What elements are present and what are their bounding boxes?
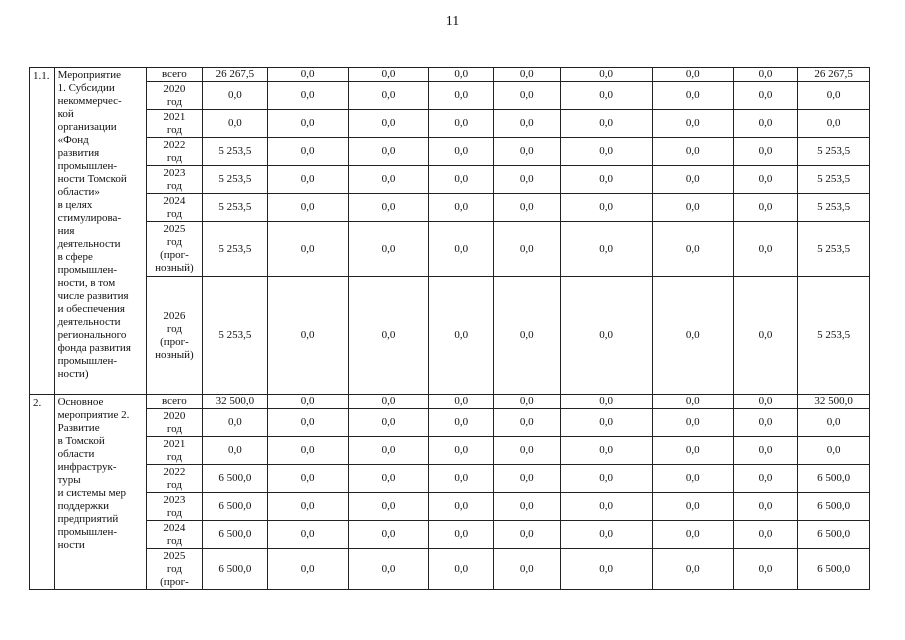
item-name-line: туры: [57, 474, 81, 486]
value-cell: 5 253,5: [203, 222, 268, 277]
item-name: [54, 395, 146, 590]
value-cell: 0,0: [733, 493, 798, 521]
table-row: [30, 395, 870, 409]
table-row: [30, 222, 870, 277]
value-cell: 0,0: [494, 549, 561, 590]
item-name-line: и системы мер: [57, 487, 127, 499]
period-line: всего: [162, 395, 187, 407]
table-row: [30, 277, 870, 395]
value-cell: 0,0: [429, 521, 494, 549]
value-cell: 0,0: [348, 549, 429, 590]
value-cell: 0,0: [267, 222, 348, 277]
value-cell: 0,0: [733, 549, 798, 590]
value-cell: 0,0: [429, 138, 494, 166]
item-name-line: деятельности: [57, 316, 121, 328]
table-row: [30, 409, 870, 437]
item-name-line: регионального: [57, 329, 127, 341]
value-cell: 0,0: [267, 166, 348, 194]
value-cell-total: 0,0: [798, 110, 870, 138]
table-row: [30, 82, 870, 110]
item-name-line: ности: [57, 539, 85, 551]
page-number: 11: [445, 14, 460, 29]
value-cell: 0,0: [267, 138, 348, 166]
value-cell: 0,0: [560, 437, 652, 465]
period-line: (прог-: [160, 575, 189, 588]
item-name-line: 1. Субсидии: [57, 82, 115, 94]
period-line: 2021: [163, 110, 186, 123]
value-cell: 0,0: [429, 222, 494, 277]
period-line: год: [166, 562, 182, 575]
value-cell: 0,0: [560, 395, 652, 409]
value-cell: 0,0: [267, 549, 348, 590]
period-line: 2024: [163, 521, 186, 534]
value-cell: 0,0: [348, 437, 429, 465]
value-cell: 0,0: [267, 493, 348, 521]
value-cell: 0,0: [652, 549, 733, 590]
table-row: [30, 549, 870, 590]
value-cell: 26 267,5: [203, 68, 268, 82]
value-cell: 0,0: [733, 222, 798, 277]
value-cell-total: 5 253,5: [798, 166, 870, 194]
item-name-line: промышлен-: [57, 526, 117, 538]
value-cell: 0,0: [348, 194, 429, 222]
period-cell: [146, 465, 202, 493]
period-cell: [146, 194, 202, 222]
period-line: год: [166, 179, 182, 192]
value-cell: 0,0: [494, 222, 561, 277]
value-cell: 0,0: [348, 493, 429, 521]
value-cell: 0,0: [494, 395, 561, 409]
value-cell: 0,0: [560, 409, 652, 437]
period-line: 2022: [163, 138, 186, 151]
table-row: [30, 465, 870, 493]
value-cell: 0,0: [560, 110, 652, 138]
period-line: 2025: [163, 549, 186, 562]
value-cell: 0,0: [267, 110, 348, 138]
value-cell: 0,0: [348, 395, 429, 409]
item-name-line: развития: [57, 147, 100, 159]
period-line: (прог-: [160, 249, 189, 261]
value-cell: 0,0: [733, 395, 798, 409]
value-cell: 0,0: [733, 82, 798, 110]
value-cell: 0,0: [429, 409, 494, 437]
period-line: год: [166, 151, 182, 164]
item-name-line: «Фонд: [57, 134, 89, 146]
period-cell: [146, 549, 202, 590]
value-cell: 0,0: [494, 68, 561, 82]
funding-table: [29, 67, 870, 590]
value-cell: 0,0: [348, 138, 429, 166]
value-cell: 0,0: [733, 194, 798, 222]
period-cell: [146, 521, 202, 549]
value-cell: 0,0: [733, 138, 798, 166]
value-cell: 0,0: [267, 68, 348, 82]
item-name-line: Развитие: [57, 422, 100, 434]
item-name-line: ния: [57, 225, 75, 237]
value-cell: 0,0: [348, 222, 429, 277]
value-cell: 0,0: [560, 277, 652, 395]
item-name-line: в Томской: [57, 435, 105, 447]
item-name-line: поддержки: [57, 500, 110, 512]
period-line: год: [166, 422, 182, 435]
value-cell: 0,0: [203, 409, 268, 437]
value-cell: 0,0: [652, 222, 733, 277]
value-cell: 0,0: [267, 277, 348, 395]
value-cell: 0,0: [203, 110, 268, 138]
value-cell: 0,0: [203, 437, 268, 465]
table-row: [30, 68, 870, 82]
item-name: [54, 68, 146, 395]
item-name-line: Мероприятие: [57, 69, 122, 81]
value-cell: 0,0: [560, 82, 652, 110]
item-number: 1.1.: [30, 68, 55, 395]
value-cell: 0,0: [733, 68, 798, 82]
value-cell: 0,0: [348, 82, 429, 110]
table-row: [30, 437, 870, 465]
value-cell: 0,0: [348, 68, 429, 82]
period-line: 2024: [163, 194, 186, 207]
value-cell: 0,0: [494, 277, 561, 395]
value-cell: 0,0: [494, 521, 561, 549]
item-name-line: фонда развития: [57, 342, 131, 354]
period-line: нозный): [155, 348, 194, 361]
item-name-line: инфраструк-: [57, 461, 117, 473]
value-cell-total: 0,0: [798, 437, 870, 465]
value-cell: 0,0: [429, 493, 494, 521]
item-name-line: ности): [57, 368, 89, 380]
period-line: год: [166, 450, 182, 463]
period-cell: [146, 437, 202, 465]
value-cell: 0,0: [494, 138, 561, 166]
value-cell: 0,0: [560, 493, 652, 521]
item-name-line: кой: [57, 108, 74, 120]
value-cell: 0,0: [652, 194, 733, 222]
value-cell: 0,0: [494, 110, 561, 138]
value-cell: 0,0: [494, 465, 561, 493]
value-cell: 0,0: [267, 409, 348, 437]
value-cell: 6 500,0: [203, 521, 268, 549]
value-cell: 0,0: [429, 437, 494, 465]
value-cell: 0,0: [733, 166, 798, 194]
value-cell: 0,0: [652, 465, 733, 493]
value-cell: 0,0: [652, 82, 733, 110]
value-cell: 0,0: [733, 521, 798, 549]
value-cell: 0,0: [494, 437, 561, 465]
period-line: 2020: [163, 409, 186, 422]
item-name-line: области»: [57, 186, 100, 198]
period-line: год: [166, 534, 182, 547]
value-cell: 0,0: [733, 437, 798, 465]
value-cell: 0,0: [494, 82, 561, 110]
period-cell: [146, 395, 202, 409]
value-cell: 0,0: [348, 110, 429, 138]
period-cell: [146, 277, 202, 395]
value-cell: 0,0: [652, 437, 733, 465]
value-cell: 0,0: [203, 82, 268, 110]
table-row: [30, 521, 870, 549]
value-cell: 5 253,5: [203, 194, 268, 222]
value-cell-total: 5 253,5: [798, 222, 870, 277]
period-cell: [146, 493, 202, 521]
value-cell: 6 500,0: [203, 493, 268, 521]
table-row: [30, 110, 870, 138]
item-name-line: в сфере: [57, 251, 93, 263]
period-line: 2021: [163, 437, 186, 450]
period-line: всего: [162, 68, 187, 80]
value-cell-total: 5 253,5: [798, 194, 870, 222]
value-cell: 0,0: [429, 68, 494, 82]
item-name-line: ности, в том: [57, 277, 116, 289]
value-cell: 0,0: [494, 493, 561, 521]
value-cell: 0,0: [429, 395, 494, 409]
value-cell: 0,0: [494, 194, 561, 222]
period-line: 2020: [163, 82, 186, 95]
value-cell: 0,0: [560, 549, 652, 590]
value-cell: 0,0: [652, 395, 733, 409]
value-cell: 0,0: [348, 409, 429, 437]
period-cell: [146, 138, 202, 166]
period-cell: [146, 166, 202, 194]
value-cell: 0,0: [560, 465, 652, 493]
period-line: 2023: [163, 493, 186, 506]
table-row: [30, 166, 870, 194]
value-cell: 0,0: [652, 493, 733, 521]
value-cell-total: 26 267,5: [798, 68, 870, 82]
value-cell-total: 6 500,0: [798, 549, 870, 590]
period-line: год: [166, 207, 182, 220]
value-cell: 0,0: [652, 138, 733, 166]
item-name-line: деятельности: [57, 238, 121, 250]
value-cell: 0,0: [733, 409, 798, 437]
value-cell: 0,0: [652, 409, 733, 437]
item-name-line: организации: [57, 121, 117, 133]
table-body: [30, 68, 870, 590]
value-cell: 6 500,0: [203, 465, 268, 493]
period-line: (прог-: [160, 335, 189, 348]
period-line: 2025: [163, 223, 186, 235]
value-cell-total: 0,0: [798, 409, 870, 437]
value-cell: 0,0: [348, 277, 429, 395]
value-cell-total: 6 500,0: [798, 465, 870, 493]
value-cell: 0,0: [652, 166, 733, 194]
item-name-line: промышлен-: [57, 355, 117, 367]
value-cell: 0,0: [429, 549, 494, 590]
item-name-line: промышлен-: [57, 160, 117, 172]
value-cell: 0,0: [429, 110, 494, 138]
value-cell: 32 500,0: [203, 395, 268, 409]
value-cell: 0,0: [267, 521, 348, 549]
table-row: [30, 194, 870, 222]
value-cell: 0,0: [652, 277, 733, 395]
period-line: год: [166, 236, 182, 248]
period-line: год: [166, 478, 182, 491]
value-cell-total: 32 500,0: [798, 395, 870, 409]
value-cell: 0,0: [348, 166, 429, 194]
value-cell: 0,0: [560, 68, 652, 82]
value-cell: 0,0: [267, 437, 348, 465]
value-cell: 5 253,5: [203, 277, 268, 395]
period-line: нозный): [155, 262, 194, 274]
value-cell-total: 0,0: [798, 82, 870, 110]
value-cell: 0,0: [733, 110, 798, 138]
value-cell-total: 5 253,5: [798, 277, 870, 395]
value-cell: 0,0: [560, 521, 652, 549]
value-cell: 5 253,5: [203, 166, 268, 194]
period-cell: [146, 409, 202, 437]
item-name-line: Основное: [57, 396, 104, 408]
period-cell: [146, 222, 202, 277]
value-cell: 0,0: [429, 166, 494, 194]
item-number: 2.: [30, 395, 55, 590]
value-cell-total: 6 500,0: [798, 493, 870, 521]
period-line: 2022: [163, 465, 186, 478]
value-cell: 0,0: [348, 521, 429, 549]
table-row: [30, 493, 870, 521]
value-cell: 0,0: [429, 277, 494, 395]
value-cell: 0,0: [652, 110, 733, 138]
value-cell: 0,0: [733, 465, 798, 493]
value-cell-total: 5 253,5: [798, 138, 870, 166]
value-cell: 0,0: [267, 465, 348, 493]
item-name-line: числе развития: [57, 290, 129, 302]
value-cell: 0,0: [494, 166, 561, 194]
period-cell: [146, 68, 202, 82]
item-name-line: области: [57, 448, 95, 460]
item-name-line: ности Томской: [57, 173, 127, 185]
value-cell: 5 253,5: [203, 138, 268, 166]
item-name-line: стимулирова-: [57, 212, 122, 224]
period-line: 2026: [163, 309, 186, 322]
value-cell: 0,0: [560, 222, 652, 277]
item-name-line: промышлен-: [57, 264, 117, 276]
period-line: год: [166, 506, 182, 519]
item-name-line: и обеспечения: [57, 303, 125, 315]
item-name-line: в целях: [57, 199, 93, 211]
item-name-line: некоммерчес-: [57, 95, 122, 107]
value-cell: 0,0: [267, 194, 348, 222]
value-cell: 0,0: [652, 521, 733, 549]
period-cell: [146, 82, 202, 110]
value-cell: 0,0: [429, 465, 494, 493]
value-cell: 0,0: [560, 194, 652, 222]
value-cell: 0,0: [560, 166, 652, 194]
period-line: год: [166, 322, 182, 335]
value-cell: 0,0: [494, 409, 561, 437]
period-line: год: [166, 123, 182, 136]
value-cell: 6 500,0: [203, 549, 268, 590]
value-cell-total: 6 500,0: [798, 521, 870, 549]
value-cell: 0,0: [429, 82, 494, 110]
item-name-line: предприятий: [57, 513, 119, 525]
value-cell: 0,0: [652, 68, 733, 82]
item-name-line: мероприятие 2.: [57, 409, 130, 421]
table-row: [30, 138, 870, 166]
value-cell: 0,0: [560, 138, 652, 166]
period-cell: [146, 110, 202, 138]
value-cell: 0,0: [733, 277, 798, 395]
period-line: 2023: [163, 166, 186, 179]
value-cell: 0,0: [429, 194, 494, 222]
period-line: год: [166, 95, 182, 108]
value-cell: 0,0: [348, 465, 429, 493]
value-cell: 0,0: [267, 82, 348, 110]
value-cell: 0,0: [267, 395, 348, 409]
